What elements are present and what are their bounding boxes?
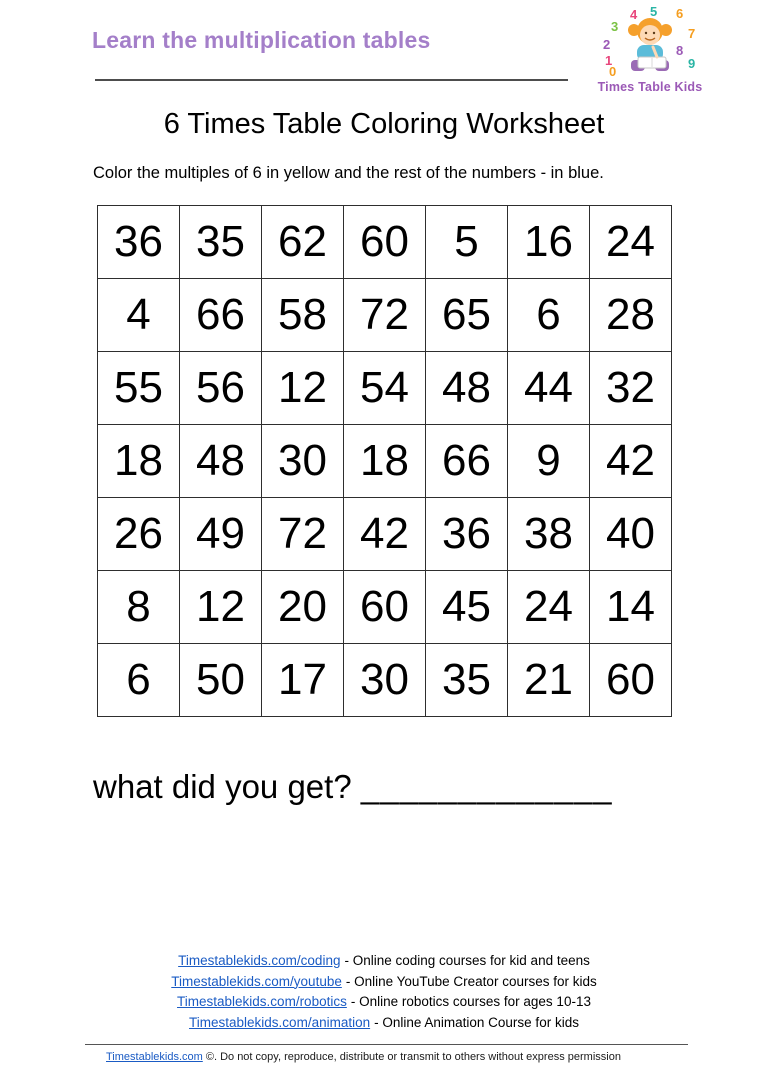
footer-divider	[85, 1044, 688, 1045]
copyright-bar	[106, 1051, 621, 1063]
header-divider	[95, 79, 568, 81]
logo-digit: 1	[605, 53, 613, 68]
grid-cell: 48	[426, 352, 508, 425]
grid-cell: 35	[426, 644, 508, 717]
logo-digit: 2	[603, 37, 611, 52]
grid-cell: 28	[590, 279, 672, 352]
grid-cell: 26	[98, 498, 180, 571]
grid-cell: 44	[508, 352, 590, 425]
logo-kid-figure	[628, 18, 672, 71]
logo-brand-text: Times Table Kids	[597, 80, 703, 94]
grid-cell: 4	[98, 279, 180, 352]
grid-cell: 42	[590, 425, 672, 498]
grid-cell: 17	[262, 644, 344, 717]
worksheet-title: 6 Times Table Coloring Worksheet	[163, 108, 605, 140]
grid-cell: 56	[180, 352, 262, 425]
footer-link-row	[0, 951, 768, 972]
copyright-home-link[interactable]: Timestablekids.com	[106, 1051, 203, 1063]
logo-digit: 3	[611, 19, 619, 34]
grid-row	[98, 571, 672, 644]
grid-cell: 24	[508, 571, 590, 644]
grid-cell: 8	[98, 571, 180, 644]
grid-cell: 62	[262, 206, 344, 279]
grid-cell: 72	[262, 498, 344, 571]
grid-cell: 21	[508, 644, 590, 717]
footer-links	[0, 951, 768, 1033]
footer-link-row	[0, 972, 768, 993]
grid-row	[98, 279, 672, 352]
grid-cell: 36	[98, 206, 180, 279]
grid-cell: 45	[426, 571, 508, 644]
logo-digit: 9	[688, 56, 696, 71]
grid-row	[98, 352, 672, 425]
logo-digit: 5	[650, 5, 658, 19]
logo-digit: 7	[688, 26, 696, 41]
grid-row	[98, 425, 672, 498]
question-text: what did you get?	[93, 768, 352, 805]
grid-cell: 42	[344, 498, 426, 571]
grid-row	[98, 206, 672, 279]
footer-link-row	[0, 992, 768, 1013]
header-tagline: Learn the multiplication tables	[92, 27, 431, 53]
copyright-text: ©. Do not copy, reproduce, distribute or transmit to others without express permission	[205, 1051, 621, 1063]
grid-cell: 60	[590, 644, 672, 717]
grid-cell: 16	[508, 206, 590, 279]
grid-cell: 72	[344, 279, 426, 352]
grid-cell: 35	[180, 206, 262, 279]
coding-link[interactable]: Timestablekids.com/coding	[178, 953, 341, 968]
grid-cell: 14	[590, 571, 672, 644]
question-row	[93, 768, 612, 806]
logo-digit: 6	[676, 6, 684, 21]
grid-cell: 38	[508, 498, 590, 571]
grid-cell: 6	[508, 279, 590, 352]
youtube-link-description: - Online YouTube Creator courses for kids	[345, 973, 597, 989]
robotics-link[interactable]: Timestablekids.com/robotics	[177, 994, 347, 1009]
grid-cell: 66	[180, 279, 262, 352]
grid-cell: 12	[180, 571, 262, 644]
grid-cell: 50	[180, 644, 262, 717]
number-grid-body	[98, 206, 672, 717]
grid-cell: 24	[590, 206, 672, 279]
grid-cell: 66	[426, 425, 508, 498]
animation-link[interactable]: Timestablekids.com/animation	[189, 1014, 371, 1030]
youtube-link[interactable]: Timestablekids.com/youtube	[171, 973, 342, 989]
grid-cell: 18	[344, 425, 426, 498]
times-table-kids-logo	[592, 5, 708, 94]
grid-cell: 30	[262, 425, 344, 498]
logo-digit: 0	[609, 64, 617, 79]
grid-cell: 36	[426, 498, 508, 571]
footer-link-row	[0, 1013, 768, 1034]
grid-cell: 48	[180, 425, 262, 498]
grid-cell: 20	[262, 571, 344, 644]
number-grid	[97, 205, 672, 717]
grid-cell: 32	[590, 352, 672, 425]
grid-cell: 6	[98, 644, 180, 717]
grid-cell: 60	[344, 571, 426, 644]
grid-cell: 55	[98, 352, 180, 425]
grid-cell: 30	[344, 644, 426, 717]
animation-link-description: - Online Animation Course for kids	[374, 1014, 579, 1030]
grid-cell: 12	[262, 352, 344, 425]
logo-digit: 4	[630, 7, 638, 22]
logo-kid-numbers-icon	[598, 5, 702, 79]
grid-cell: 5	[426, 206, 508, 279]
grid-cell: 40	[590, 498, 672, 571]
instruction-text: Color the multiples of 6 in yellow and the rest of the numbers - in blue.	[93, 164, 604, 182]
grid-cell: 9	[508, 425, 590, 498]
grid-cell: 49	[180, 498, 262, 571]
grid-cell: 65	[426, 279, 508, 352]
grid-row	[98, 644, 672, 717]
grid-cell: 18	[98, 425, 180, 498]
grid-cell: 54	[344, 352, 426, 425]
grid-cell: 58	[262, 279, 344, 352]
logo-digit: 8	[676, 43, 684, 58]
answer-blank-line: _____________	[360, 768, 613, 805]
coding-link-description: - Online coding courses for kid and teens	[344, 953, 590, 968]
grid-row	[98, 498, 672, 571]
grid-cell: 60	[344, 206, 426, 279]
robotics-link-description: - Online robotics courses for ages 10-13	[350, 994, 591, 1009]
